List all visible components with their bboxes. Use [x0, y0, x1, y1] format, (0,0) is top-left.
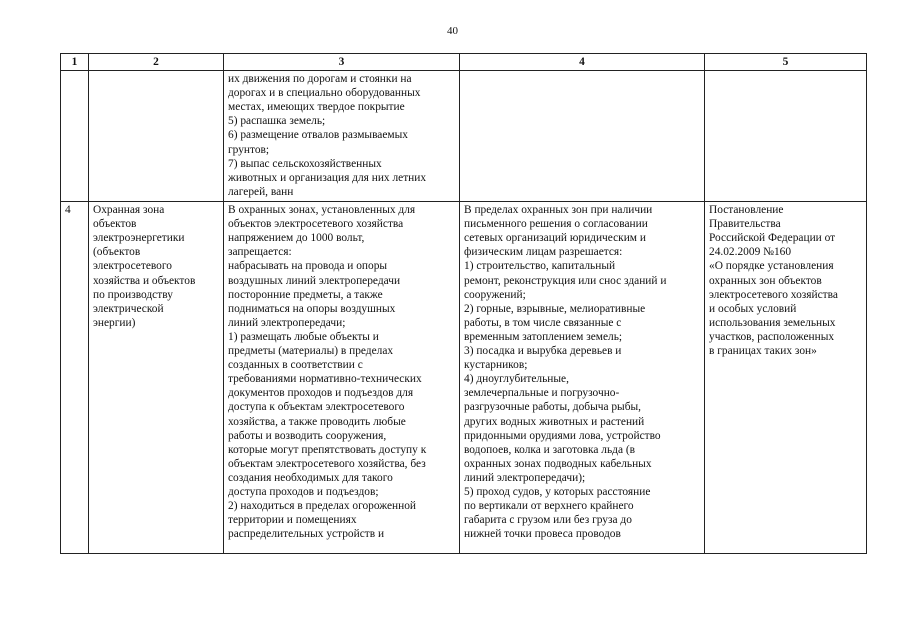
text-line: В пределах охранных зон при наличии — [464, 204, 653, 217]
text-line: воздушных линий электропередачи — [228, 274, 401, 287]
text-line: Российской Федерации от — [709, 232, 836, 245]
text-line: создания необходимых для такого — [228, 471, 393, 484]
header-col-3: 3 — [224, 54, 460, 71]
text-line: сооружений; — [464, 288, 526, 301]
page-number: 40 — [447, 25, 458, 37]
text-line: 1) строительство, капитальный — [464, 260, 616, 273]
text-line: линий электропередачи; — [228, 316, 346, 329]
cell-text — [228, 72, 455, 200]
text-line: и особых условий — [709, 302, 797, 315]
text-line: грунтов; — [228, 143, 270, 156]
text-line: хозяйства и объектов — [93, 274, 196, 287]
text-line: местах, имеющих твердое покрытие — [228, 101, 405, 114]
text-line: «О порядке установления — [709, 260, 834, 273]
cell-row4-number — [61, 202, 89, 554]
cell-continuation-col1 — [61, 71, 89, 202]
text-line: объектам электросетевого хозяйства, без — [228, 457, 426, 470]
header-col-4: 4 — [460, 54, 705, 71]
text-line: доступа проходов и подъездов; — [228, 485, 379, 498]
text-line: документов проходов и подъездов для — [228, 387, 414, 400]
text-line: придонными орудиями лова, устройство — [464, 429, 661, 442]
cell-continuation-col3 — [224, 71, 460, 202]
text-line: водопоев, колка и заготовка льда (в — [464, 443, 636, 456]
text-line: других водных животных и растений — [464, 415, 645, 428]
cell-text — [228, 203, 455, 552]
text-line: 24.02.2009 №160 — [709, 246, 792, 259]
text-line: энергии) — [93, 316, 136, 329]
text-line: 5) распашка земель; — [228, 115, 326, 128]
text-line: работы, в том числе связанные с — [464, 316, 622, 329]
text-line: напряжением до 1000 вольт, — [228, 232, 365, 245]
text-line: Охранная зона — [93, 204, 165, 217]
text-line: электросетевого — [93, 260, 172, 273]
text-line: землечерпальные и погрузочно- — [464, 387, 620, 400]
text-line: использования земельных — [709, 316, 836, 329]
text-line: охранных зонах подводных кабельных — [464, 457, 652, 470]
cell-text — [65, 72, 84, 200]
text-line: Правительства — [709, 218, 781, 231]
cell-text — [65, 203, 84, 552]
text-line: доступа к объектам электросетевого — [228, 401, 405, 414]
text-line: охранных зон объектов — [709, 274, 822, 287]
cell-row4-restrictions — [224, 202, 460, 554]
cell-continuation-col5 — [705, 71, 867, 202]
cell-continuation-col2 — [89, 71, 224, 202]
text-line: созданных в соответствии с — [228, 359, 363, 372]
text-line: объектов электросетевого хозяйства — [228, 218, 404, 231]
text-line: распределительных устройств и — [228, 528, 385, 541]
table-header-row — [61, 54, 867, 71]
text-line: их движения по дорогам и стоянки на — [228, 73, 412, 86]
text-line: кустарников; — [464, 359, 528, 372]
cell-row4-legal-basis — [705, 202, 867, 554]
cell-text — [709, 72, 862, 200]
cell-text — [93, 203, 219, 552]
cell-text — [464, 203, 700, 552]
text-line: работы и возводить сооружения, — [228, 429, 387, 442]
text-line: В охранных зонах, установленных для — [228, 204, 416, 217]
text-line: 3) посадка и вырубка деревьев и — [464, 345, 622, 358]
text-line: 2) горные, взрывные, мелиоративные — [464, 302, 646, 315]
cell-continuation-col4 — [460, 71, 705, 202]
text-line: лагерей, ванн — [228, 185, 294, 198]
document-table — [60, 53, 867, 554]
table-row-continuation — [61, 71, 867, 202]
text-line: которые могут препятствовать доступу к — [228, 443, 427, 456]
text-line: дорогах и в специально оборудованных — [228, 87, 421, 100]
text-line: посторонние предметы, а также — [228, 288, 383, 301]
text-line: (объектов — [93, 246, 141, 259]
text-line: запрещается: — [228, 246, 292, 259]
text-line: электросетевого хозяйства — [709, 288, 838, 301]
text-line: 1) размещать любые объекты и — [228, 330, 379, 343]
text-line: набрасывать на провода и опоры — [228, 260, 388, 273]
text-line: сетевых организаций юридическим и — [464, 232, 646, 245]
text-line: линий электропередачи); — [464, 471, 586, 484]
text-line: 5) проход судов, у которых расстояние — [464, 485, 651, 498]
text-line: требованиями нормативно-технических — [228, 373, 422, 386]
text-line: временным затоплением земель; — [464, 330, 623, 343]
header-col-5: 5 — [705, 54, 867, 71]
text-line: нижней точки провеса проводов — [464, 528, 621, 541]
cell-text — [709, 203, 862, 552]
text-line: Постановление — [709, 204, 784, 217]
text-line: участков, расположенных — [709, 330, 835, 343]
text-line: 2) находиться в пределах огороженной — [228, 500, 417, 513]
text-line: ремонт, реконструкция или снос зданий и — [464, 274, 667, 287]
text-line: 6) размещение отвалов размываемых — [228, 129, 408, 142]
text-line: письменного решения о согласовании — [464, 218, 648, 231]
text-line: животных и организация для них летних — [228, 171, 427, 184]
table-row-4 — [61, 202, 867, 554]
text-line: хозяйства, а также проводить любые — [228, 415, 406, 428]
cell-text — [93, 72, 219, 200]
text-line: разгрузочные работы, добыча рыбы, — [464, 401, 642, 414]
text-line: электроэнергетики — [93, 232, 185, 245]
text-line: по производству — [93, 288, 173, 301]
text-line: электрической — [93, 302, 164, 315]
text-line: предметы (материалы) в пределах — [228, 345, 394, 358]
text-line: 4) дноуглубительные, — [464, 373, 569, 386]
cell-row4-permissions — [460, 202, 705, 554]
text-line: подниматься на опоры воздушных — [228, 302, 396, 315]
header-col-1: 1 — [61, 54, 89, 71]
text-line: габарита с грузом или без груза до — [464, 514, 632, 527]
cell-row4-zone-name — [89, 202, 224, 554]
text-line: территории и помещениях — [228, 514, 357, 527]
cell-text — [464, 72, 700, 200]
text-line: 7) выпас сельскохозяйственных — [228, 157, 382, 170]
text-line: 4 — [65, 204, 71, 217]
text-line: по вертикали от верхнего крайнего — [464, 500, 634, 513]
text-line: физическим лицам разрешается: — [464, 246, 623, 259]
header-col-2: 2 — [89, 54, 224, 71]
text-line: объектов — [93, 218, 137, 231]
text-line: в границах таких зон» — [709, 345, 817, 358]
